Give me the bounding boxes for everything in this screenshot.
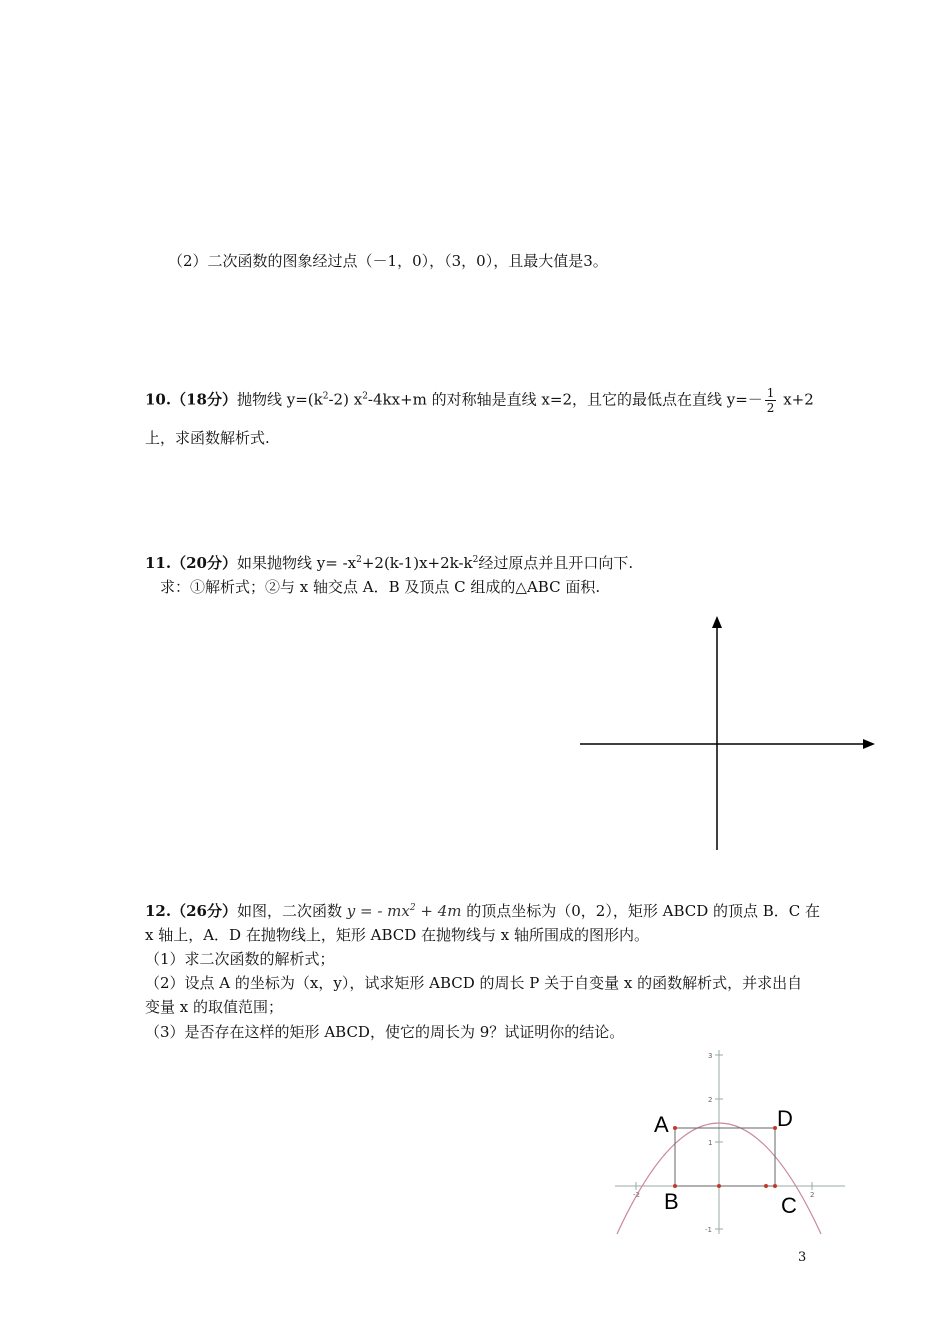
q10-text-a: 抛物线 y=(k [236,390,323,409]
point-extra [764,1184,768,1188]
q12-text-b: 的顶点坐标为（0，2），矩形 ABCD 的顶点 B．C 在 [461,902,821,920]
point-a [673,1126,677,1130]
blank-axes-figure [578,614,878,850]
q12-line4: （2）设点 A 的坐标为（x，y），试求矩形 ABCD 的周长 P 关于自变量 x 的函数解析式，并求出自 [145,974,803,992]
q11-text-c: 经过原点并且开口向下. [478,554,634,572]
q12-line2: x 轴上，A．D 在抛物线上，矩形 ABCD 在抛物线与 x 轴所围成的图形内。 [145,926,650,944]
fig-tick-label-y1: 1 [708,1139,713,1147]
q10-fraction [765,386,777,415]
label-d: D [777,1106,793,1131]
q10-frac-den: 2 [766,401,775,415]
q10-line1 [145,386,814,415]
fig-tick-label-y3: 3 [708,1052,713,1060]
fig-tick-label-y2: 2 [708,1096,713,1104]
q11-number: 11.（20分） [145,554,237,572]
q11-line2: 求：①解析式；②与 x 轴交点 A．B 及顶点 C 组成的△ABC 面积. [160,578,601,596]
q10-text-b: -2) x [328,390,363,409]
q12-formula-a: y = - mx [346,902,410,920]
fig-tick-label-ym1: -1 [705,1226,712,1234]
point-c [773,1184,777,1188]
q12-formula-b: + 4m [415,902,462,920]
q10-frac-num: 1 [766,386,775,400]
q10-text-c: -4kx+m 的对称轴是直线 x=2，且它的最低点在直线 y=－ [367,390,763,409]
q12-number: 12.（26分） [145,902,237,920]
q11-sup1: 2 [356,555,362,565]
q11-text-a: 如果抛物线 y= -x [236,554,357,572]
q10-text-d: x+2 [778,390,814,409]
q11-line1 [145,550,633,573]
label-a: A [654,1112,669,1137]
q10-sup2: 2 [362,391,368,402]
point-b [673,1184,677,1188]
q12-line3: （1）求二次函数的解析式； [145,950,335,968]
q12-line5: 变量 x 的取值范围； [145,998,283,1016]
fig-tick-label-xm2: -2 [633,1191,640,1199]
q11-sup2: 2 [472,555,479,565]
q10-line2: 上，求函数解析式. [145,429,270,447]
q10-sup1: 2 [322,391,329,402]
page-number: 3 [798,1250,807,1265]
rectangle-abcd [675,1128,775,1186]
point-origin [717,1184,721,1188]
label-c: C [781,1193,797,1218]
x-axis-arrow [863,739,875,749]
q11-text-b: +2(k-1)x+2k-k [361,554,473,572]
q12-line1 [145,898,820,921]
label-b: B [664,1189,679,1214]
fig-tick-label-x2: 2 [810,1191,815,1199]
q12-formula-sup: 2 [409,903,416,913]
q12-text-a: 如图，二次函数 [236,902,347,920]
q10-number: 10.（18分） [145,390,237,409]
q12-line6: （3）是否存在这样的矩形 ABCD，使它的周长为 9？试证明你的结论。 [145,1023,625,1041]
parabola-rectangle-figure [605,1042,850,1237]
q9-part2-text: （2）二次函数的图象经过点（－1，0），（3，0），且最大值是3。 [168,252,608,270]
y-axis-arrow [712,616,722,628]
